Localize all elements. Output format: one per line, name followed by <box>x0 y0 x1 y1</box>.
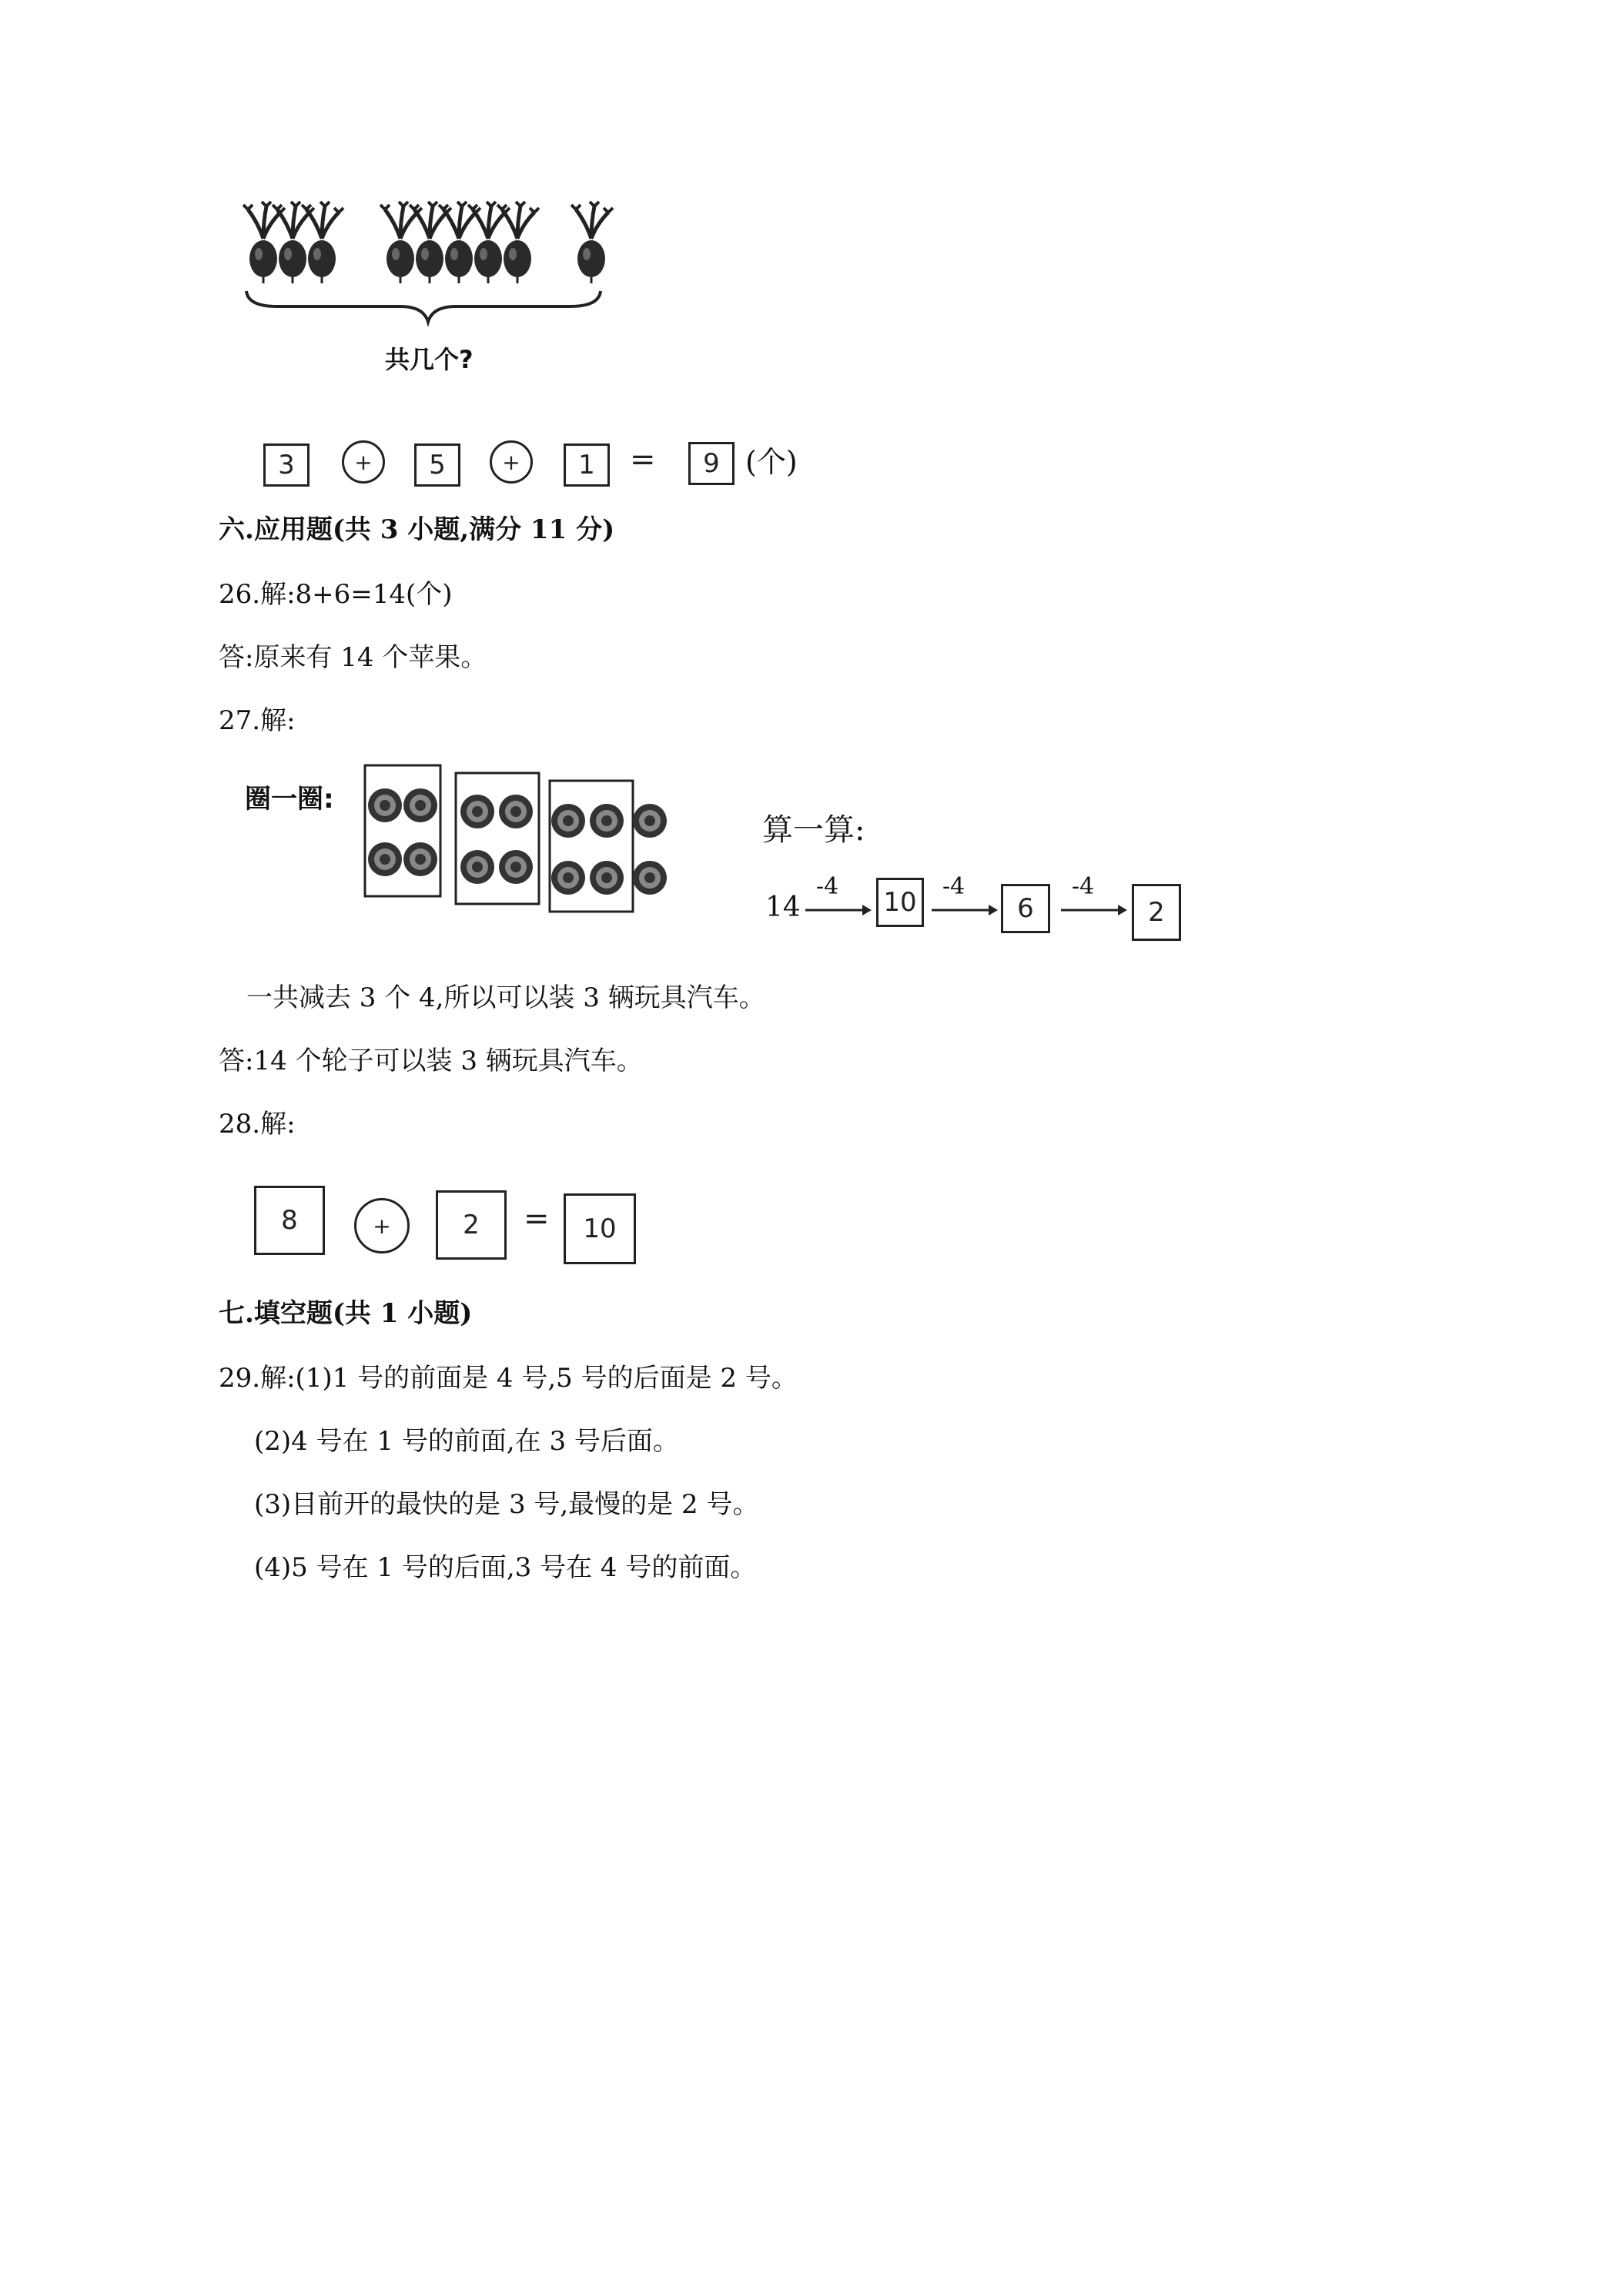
arrow-1 <box>805 902 872 918</box>
addend-box-1: 3 <box>263 443 310 487</box>
step-op-3: -4 <box>1072 873 1095 900</box>
section-title-6: 六.应用题(共 3 小题,满分 11 分) <box>219 514 615 545</box>
step-result-3: 2 <box>1132 884 1181 941</box>
q28-plus-circle: + <box>354 1198 410 1253</box>
q27-answer: 答:14 个轮子可以装 3 辆玩具汽车。 <box>219 1046 643 1076</box>
step-result-1: 10 <box>876 878 924 927</box>
addend-box-3: 1 <box>564 443 610 487</box>
q28-sum-box: 10 <box>564 1193 636 1264</box>
q28-solution: 28.解: <box>219 1109 296 1140</box>
wheel-groups <box>362 762 685 932</box>
unit-label: (个) <box>745 445 798 479</box>
section-title-7: 七.填空题(共 1 小题) <box>219 1298 473 1329</box>
circle-label: 圈一圈: <box>245 784 334 815</box>
radish-group-illustration <box>231 192 631 331</box>
calc-label: 算一算: <box>762 812 865 848</box>
step-result-2: 6 <box>1001 884 1050 933</box>
calc-start: 14 <box>765 892 801 923</box>
q29-part-3: (3)目前开的最快的是 3 号,最慢的是 2 号。 <box>254 1489 759 1520</box>
wheels-circled-illustration <box>362 762 685 932</box>
q27-solution: 27.解: <box>219 705 296 736</box>
q26-answer: 答:原来有 14 个苹果。 <box>219 642 487 673</box>
addend-box-2: 5 <box>414 443 460 487</box>
q29-part-2: (2)4 号在 1 号的前面,在 3 号后面。 <box>254 1426 679 1457</box>
equals-sign: = <box>630 442 656 477</box>
step-op-1: -4 <box>816 873 839 900</box>
arrow-2 <box>932 902 998 918</box>
arrow-3 <box>1061 902 1127 918</box>
q27-explanation: 一共减去 3 个 4,所以可以装 3 辆玩具汽车。 <box>246 982 765 1013</box>
step-op-2: -4 <box>942 873 965 900</box>
q28-addend-box-1: 8 <box>254 1186 325 1255</box>
q26-solution: 26.解:8+6=14(个) <box>219 579 453 610</box>
q28-addend-box-2: 2 <box>436 1190 507 1260</box>
q28-equals-sign: = <box>524 1201 550 1237</box>
radish-figure <box>231 192 631 393</box>
q29-part-4: (4)5 号在 1 号的后面,3 号在 4 号的前面。 <box>254 1552 757 1583</box>
sum-box: 9 <box>688 442 735 485</box>
plus-circle-1: + <box>342 440 385 484</box>
q29-part-1: 29.解:(1)1 号的前面是 4 号,5 号的后面是 2 号。 <box>219 1363 798 1394</box>
plus-circle-2: + <box>490 440 533 484</box>
figure-caption: 共几个? <box>385 345 474 374</box>
